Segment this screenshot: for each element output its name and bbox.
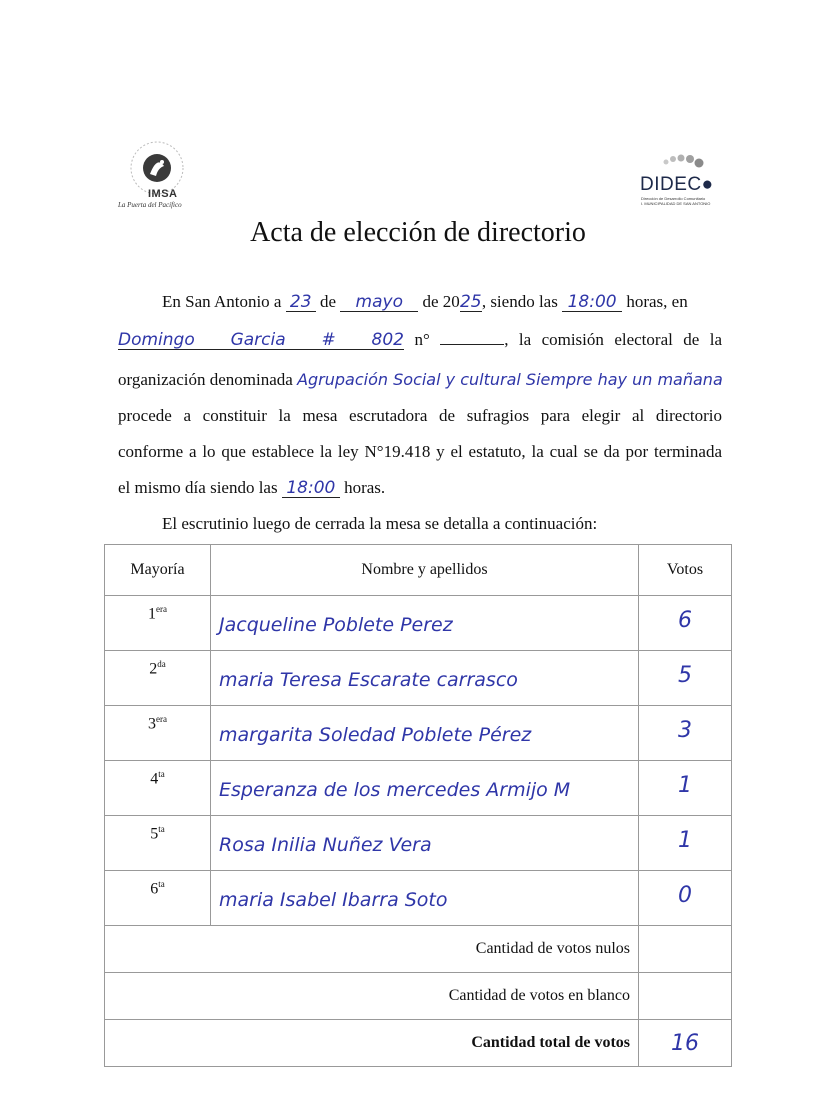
null-votes-value xyxy=(639,926,732,973)
line-7: El escrutinio luego de cerrada la mesa se detalla a continuación: xyxy=(162,514,598,533)
votes-cell: 1 xyxy=(639,816,732,871)
rank-cell: $3^{era}$ xyxy=(105,706,211,761)
header-votos: Votos xyxy=(639,545,732,596)
rank-cell: $6^{ta}$ xyxy=(105,871,211,926)
null-votes-row xyxy=(105,926,732,973)
dideco-sub-2: I. MUNICIPALIDAD DE SAN ANTONIO xyxy=(641,201,711,206)
line-6: el mismo día siendo las 18:00 horas. xyxy=(118,478,386,498)
table-row xyxy=(105,816,732,871)
votes-cell: 0 xyxy=(639,871,732,926)
end-time-field: 18:00 xyxy=(282,479,340,498)
rank-cell: $5^{ta}$ xyxy=(105,816,211,871)
line-3: organización denominada Agrupación Social y cultural Siempre hay un mañana xyxy=(118,370,723,389)
name-cell: margarita Soledad Poblete Pérez xyxy=(211,706,639,761)
year-field: 25 xyxy=(459,292,482,312)
votes-cell: 6 xyxy=(639,596,732,651)
name-cell: Jacqueline Poblete Perez xyxy=(211,596,639,651)
table-row xyxy=(105,651,732,706)
votes-cell: 5 xyxy=(639,651,732,706)
month-field: mayo xyxy=(340,293,418,312)
number-field xyxy=(440,344,504,345)
name-cell: Esperanza de los mercedes Armijo M xyxy=(211,761,639,816)
blank-votes-row xyxy=(105,973,732,1020)
rank-cell: $1^{era}$ xyxy=(105,596,211,651)
table-header-row xyxy=(105,545,732,596)
line-4: procede a constituir la mesa escrutadora de sufragios para elegir al directorio xyxy=(118,406,722,425)
blank-votes-value xyxy=(639,973,732,1020)
day-field: 23 xyxy=(286,293,316,312)
table-row xyxy=(105,871,732,926)
header-nombre: Nombre y apellidos xyxy=(211,545,639,596)
total-votes-label: Cantidad total de votos xyxy=(105,1020,639,1067)
imsa-tagline: La Puerta del Pacífico xyxy=(118,201,182,209)
address-field: Domingo Garcia # 802 xyxy=(118,330,404,350)
line-2: Domingo Garcia # 802 n° , la comisión electoral de la xyxy=(118,330,723,350)
line-5: conforme a lo que establece la ley N°19.418 y el estatuto, la cual se da por terminada xyxy=(118,442,722,461)
name-cell: maria Isabel Ibarra Soto xyxy=(211,871,639,926)
dideco-o-icon: ● xyxy=(701,174,714,195)
start-time-field: 18:00 xyxy=(562,293,622,312)
rank-cell: $4^{ta}$ xyxy=(105,761,211,816)
blank-votes-label: Cantidad de votos en blanco xyxy=(105,973,639,1020)
document-title: Acta de elección de directorio xyxy=(250,217,586,248)
table-row xyxy=(105,706,732,761)
imsa-name: IMSA xyxy=(148,188,178,200)
name-cell: Rosa Inilia Nuñez Vera xyxy=(211,816,639,871)
table-row xyxy=(105,761,732,816)
votes-cell: 3 xyxy=(639,706,732,761)
rank-cell: $2^{da}$ xyxy=(105,651,211,706)
dideco-sub-1: Dirección de Desarrollo Comunitario xyxy=(641,196,706,201)
total-votes-value: 16 xyxy=(639,1020,732,1067)
line-1: En San Antonio a 23 de mayo de 2025, siendo las 18:00 horas, en xyxy=(162,292,688,312)
votes-table xyxy=(104,544,732,1067)
total-votes-row xyxy=(105,1020,732,1067)
null-votes-label: Cantidad de votos nulos xyxy=(105,926,639,973)
votes-cell: 1 xyxy=(639,761,732,816)
name-cell: maria Teresa Escarate carrasco xyxy=(211,651,639,706)
dideco-name: DIDEC● xyxy=(640,174,714,195)
org-name-field: Agrupación Social y cultural Siempre hay un mañana xyxy=(297,370,723,389)
header-mayoria: Mayoría xyxy=(105,545,211,596)
table-row xyxy=(105,596,732,651)
